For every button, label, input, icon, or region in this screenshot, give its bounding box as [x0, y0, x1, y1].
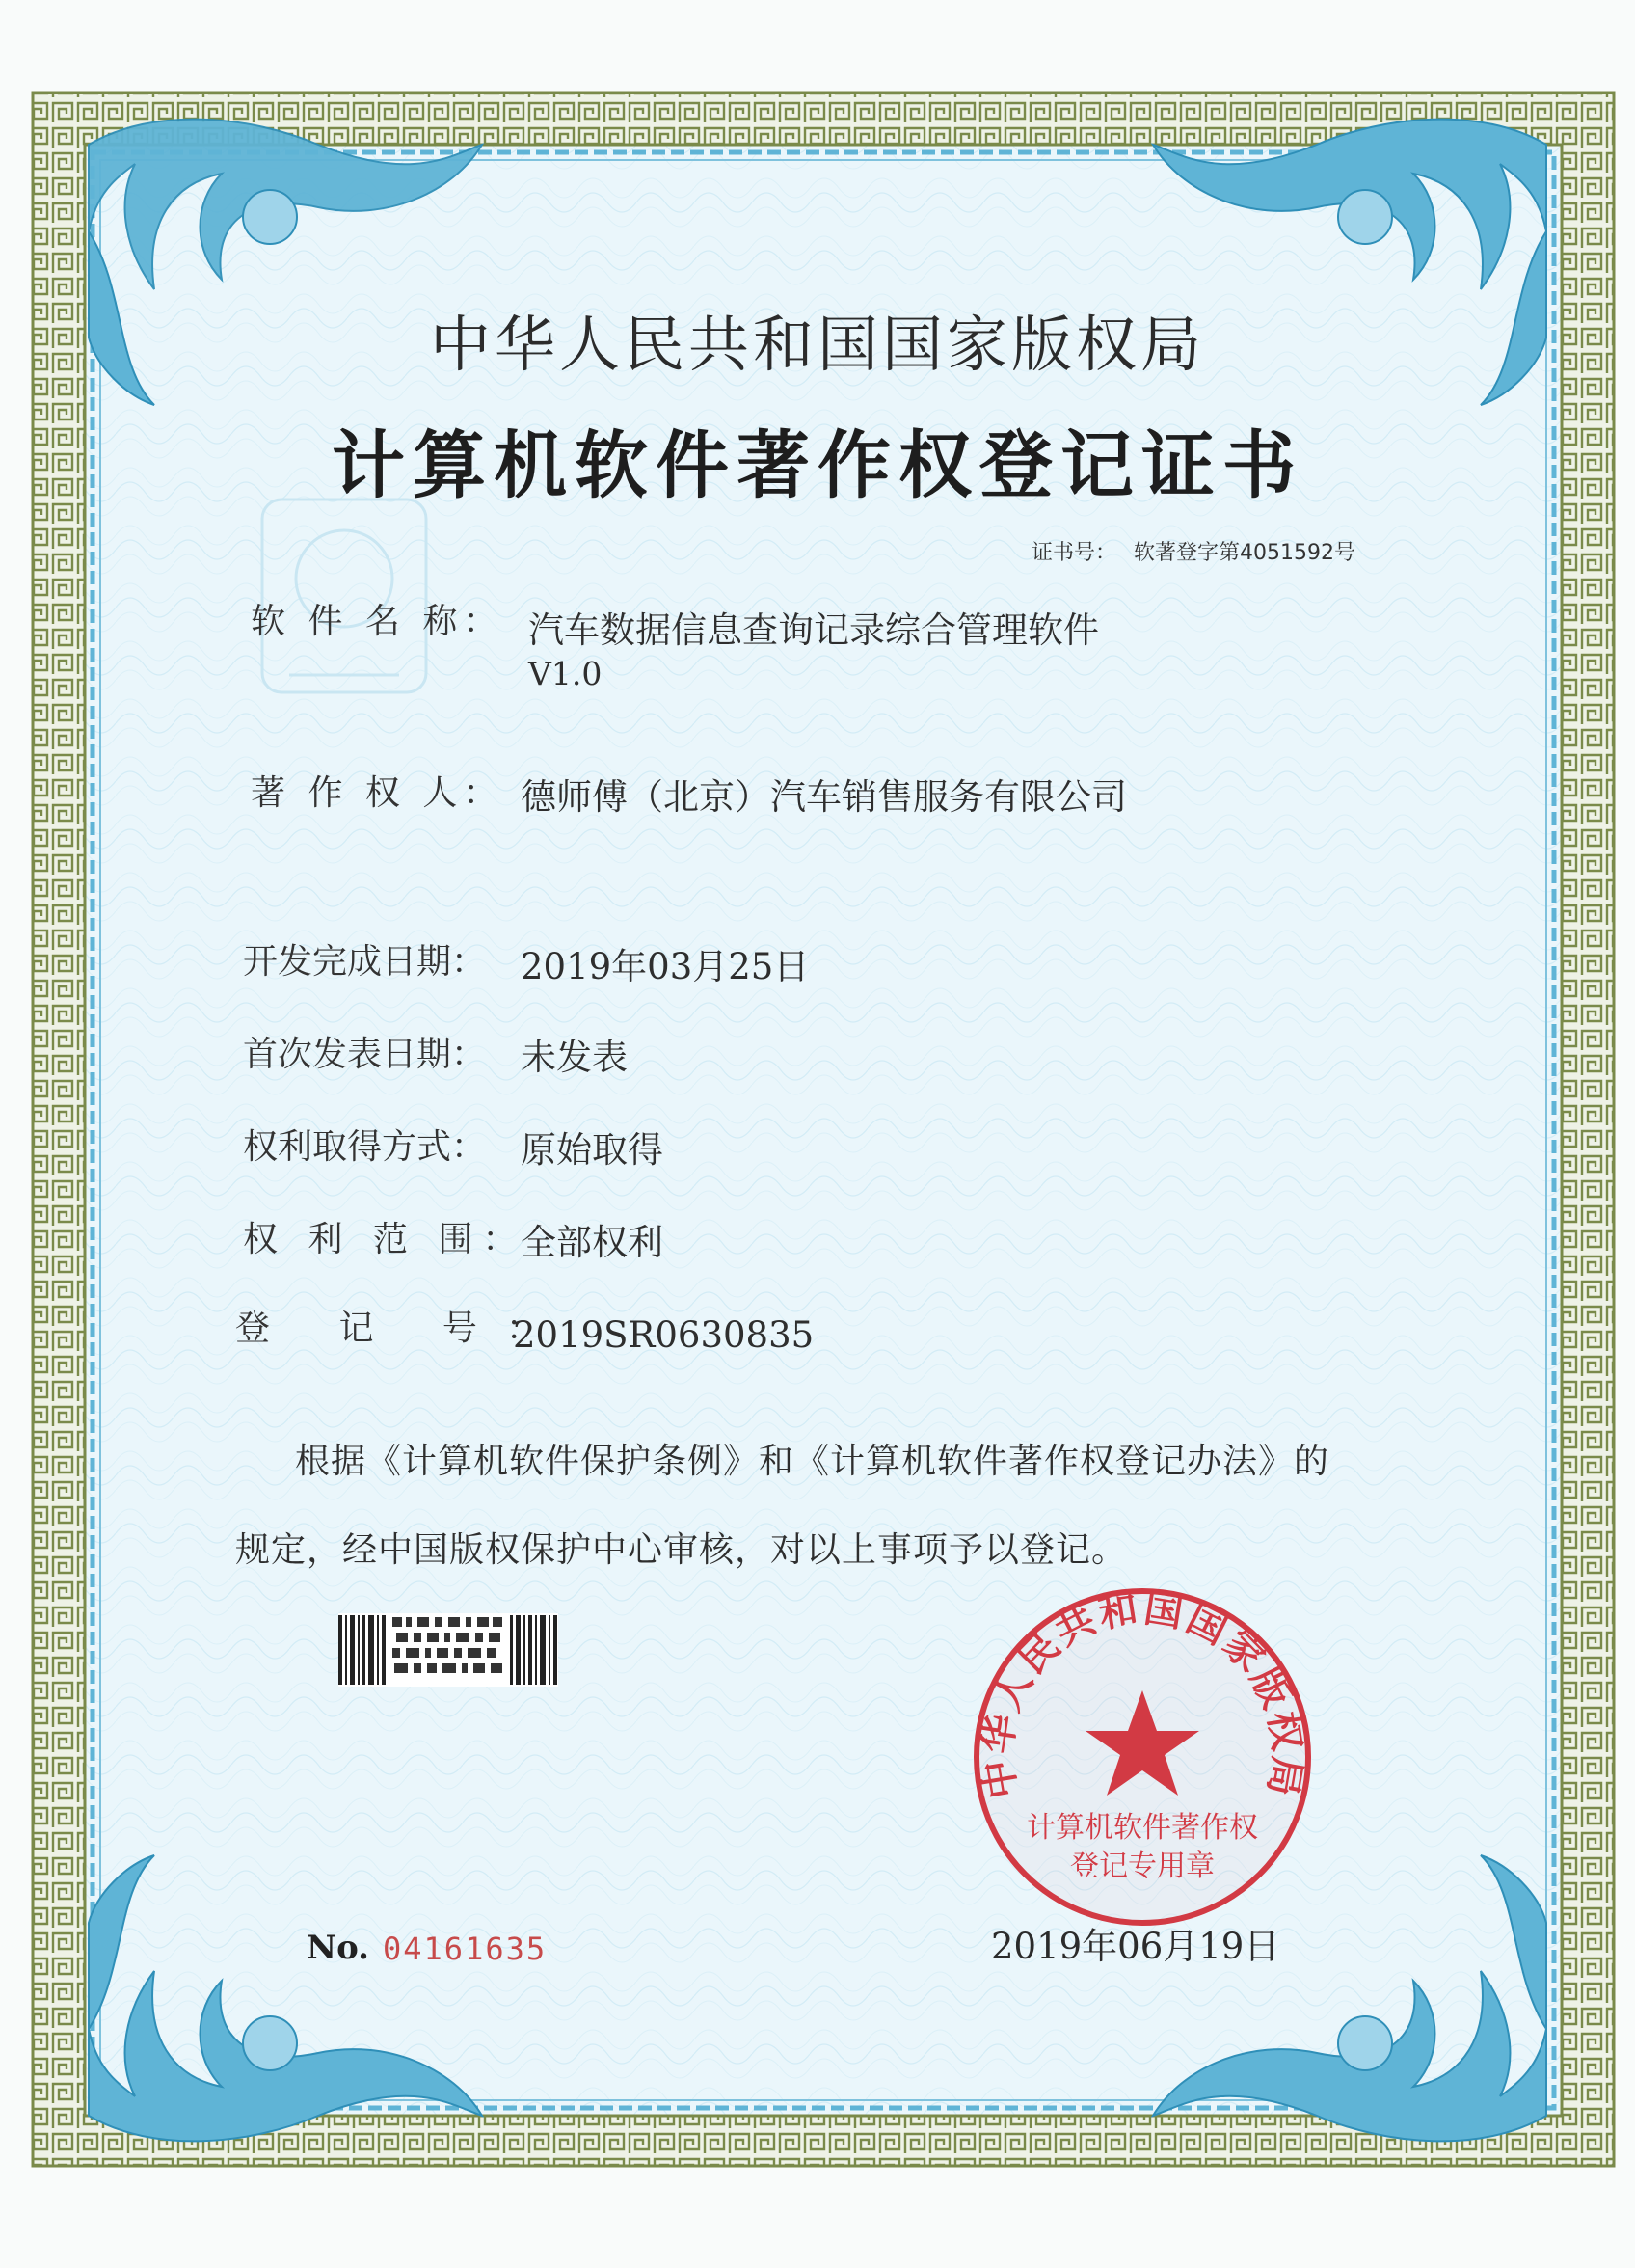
- certificate-number-label: 证书号：: [1032, 541, 1117, 565]
- field-value-software-version: V1.0: [528, 655, 603, 692]
- seal-inner-line-2: 登记专用章: [1070, 1850, 1215, 1882]
- field-value-publication-date: 未发表: [521, 1037, 628, 1078]
- field-label-copyright-owner: 著 作 权 人：: [251, 773, 504, 813]
- field-label-rights-scope: 权 利 范 围：: [243, 1220, 527, 1259]
- statement-line-2: 规定，经中国版权保护中心审核，对以上事项予以登记。: [235, 1530, 1128, 1570]
- field-value-rights-scope: 全部权利: [521, 1222, 663, 1263]
- seal-inner-line-1: 计算机软件著作权: [1027, 1812, 1258, 1844]
- field-value-copyright-owner: 德师傅（北京）汽车销售服务有限公司: [521, 776, 1127, 818]
- issue-date: 2019年06月19日: [991, 1926, 1280, 1967]
- field-label-publication-date: 首次发表日期：: [243, 1035, 487, 1074]
- official-seal: [970, 1584, 1315, 1930]
- field-value-acquisition-method: 原始取得: [521, 1129, 663, 1171]
- field-value-registration-number: 2019SR0630835: [513, 1314, 815, 1356]
- field-value-completion-date: 2019年03月25日: [521, 946, 810, 987]
- field-label-completion-date: 开发完成日期：: [243, 942, 487, 982]
- field-label-acquisition-method: 权利取得方式：: [243, 1127, 487, 1167]
- seal-outer-text: 中华人民共和国国家版权局: [976, 1587, 1309, 1802]
- issuer-name: 中华人民共和国国家版权局: [430, 310, 1205, 380]
- field-label-software-name: 软 件 名 称：: [251, 602, 504, 641]
- field-value-software-name: 汽车数据信息查询记录综合管理软件: [528, 609, 1099, 651]
- certificate-title: 计算机软件著作权登记证书: [332, 422, 1303, 508]
- serial-number-label: No.: [307, 1929, 369, 1967]
- certificate-number: [1032, 543, 1373, 564]
- statement-line-1: 根据《计算机软件保护条例》和《计算机软件著作权登记办法》的: [295, 1442, 1330, 1481]
- certificate-number-value: 软著登字第4051592号: [1134, 541, 1355, 565]
- serial-number-value: 04161635: [383, 1930, 548, 1967]
- field-label-registration-number: 登 记 号：: [235, 1309, 570, 1348]
- barcode: [338, 1613, 558, 1687]
